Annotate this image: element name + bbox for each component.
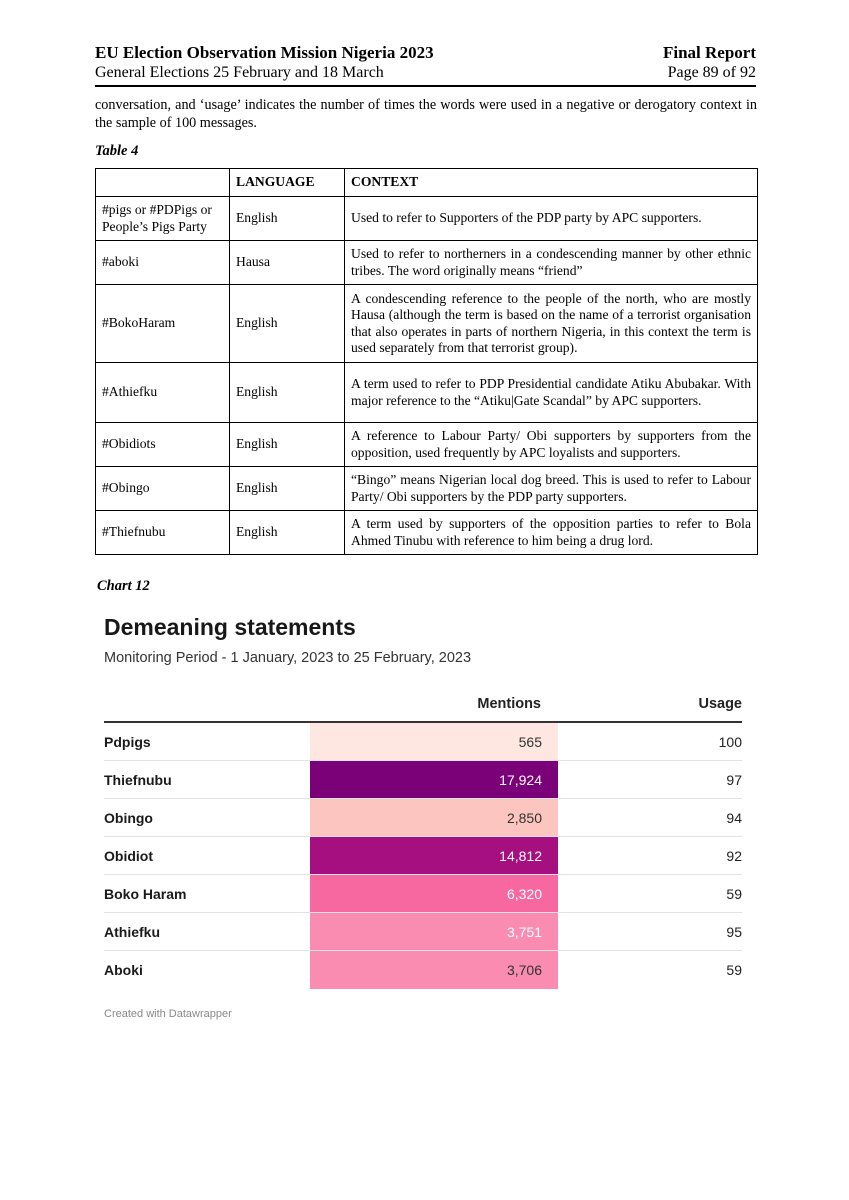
- table-header-row: [96, 169, 758, 197]
- table-row: [96, 511, 758, 555]
- chart-subtitle: Monitoring Period - 1 January, 2023 to 25 February, 2023: [104, 650, 472, 666]
- chart-title: Demeaning statements: [104, 614, 356, 640]
- term-cell: #Thiefnubu: [96, 511, 230, 555]
- term-name: Aboki: [104, 962, 143, 978]
- term-cell: #pigs or #PDPigs or People’s Pigs Party: [96, 197, 230, 241]
- usage-value: 59: [726, 886, 742, 902]
- chart-row: [104, 761, 742, 799]
- context-cell: Used to refer to Supporters of the PDP party by APC supporters.: [345, 197, 758, 241]
- chart-row: [104, 951, 742, 989]
- language-cell: English: [230, 467, 345, 511]
- language-cell: English: [230, 423, 345, 467]
- term-cell: #Athiefku: [96, 363, 230, 423]
- mentions-value: 6,320: [506, 886, 542, 902]
- header-language: LANGUAGE: [230, 169, 345, 197]
- term-name: Athiefku: [104, 924, 160, 940]
- chart-row: [104, 799, 742, 837]
- table-row: [96, 285, 758, 363]
- language-cell: English: [230, 363, 345, 423]
- mentions-value: 3,706: [506, 962, 542, 978]
- mentions-value: 565: [518, 734, 542, 750]
- terms-table: [95, 168, 758, 555]
- chart-row: [104, 723, 742, 761]
- table-row: [96, 241, 758, 285]
- column-header-mentions: Mentions: [477, 696, 541, 712]
- chart-row: [104, 875, 742, 913]
- term-name: Thiefnubu: [104, 772, 172, 788]
- term-name: Pdpigs: [104, 734, 151, 750]
- page-header: [95, 43, 756, 87]
- language-cell: Hausa: [230, 241, 345, 285]
- usage-value: 94: [726, 810, 742, 826]
- context-cell: Used to refer to northerners in a condescending manner by other ethnic tribes. The word originally means “friend”: [345, 241, 758, 285]
- header-context: CONTEXT: [345, 169, 758, 197]
- header-organization: EU Election Observation Mission Nigeria 2023: [95, 43, 434, 62]
- chart-row: [104, 913, 742, 951]
- column-header-usage: Usage: [698, 696, 742, 712]
- mentions-value: 17,924: [499, 772, 542, 788]
- chart-row: [104, 837, 742, 875]
- context-cell: “Bingo” means Nigerian local dog breed. This is used to refer to Labour Party/ Obi supporters by the PDP party supporters.: [345, 467, 758, 511]
- term-cell: #Obingo: [96, 467, 230, 511]
- language-cell: English: [230, 197, 345, 241]
- chart-credit: Created with Datawrapper: [104, 1008, 232, 1020]
- context-cell: A reference to Labour Party/ Obi supporters by supporters from the opposition, used frequently by APC loyalists and supporters.: [345, 423, 758, 467]
- intro-paragraph: conversation, and ‘usage’ indicates the number of times the words were used in a negative or derogatory context in the sample of 100 messages.: [95, 97, 757, 131]
- term-cell: #aboki: [96, 241, 230, 285]
- header-term: [96, 169, 230, 197]
- usage-value: 100: [718, 734, 742, 750]
- table-caption: Table 4: [95, 143, 139, 159]
- context-cell: A term used by supporters of the opposition parties to refer to Bola Ahmed Tinubu with reference to him being a drug lord.: [345, 511, 758, 555]
- header-report-title: Final Report: [662, 43, 756, 62]
- term-cell: #BokoHaram: [96, 285, 230, 363]
- mentions-value: 2,850: [506, 810, 542, 826]
- table-row: [96, 363, 758, 423]
- term-name: Boko Haram: [104, 886, 187, 902]
- header-page-number: Page 89 of 92: [667, 64, 756, 81]
- table-row: [96, 467, 758, 511]
- context-cell: A term used to refer to PDP Presidential candidate Atiku Abubakar. With major reference to the “Atiku|Gate Scandal” by APC supporters.: [345, 363, 758, 423]
- term-cell: #Obidiots: [96, 423, 230, 467]
- usage-value: 95: [726, 924, 742, 940]
- mentions-value: 3,751: [506, 924, 542, 940]
- table-row: [96, 423, 758, 467]
- term-name: Obidiot: [104, 848, 153, 864]
- usage-value: 97: [726, 772, 742, 788]
- header-elections: General Elections 25 February and 18 March: [95, 64, 384, 81]
- mentions-value: 14,812: [499, 848, 542, 864]
- language-cell: English: [230, 285, 345, 363]
- context-cell: A condescending reference to the people of the north, who are mostly Hausa (although the term is based on the name of a terrorist organisation that also operates in parts of northern Nigeria, in this context the term is used separately from that terrorist group).: [345, 285, 758, 363]
- language-cell: English: [230, 511, 345, 555]
- term-name: Obingo: [104, 810, 153, 826]
- chart-caption: Chart 12: [97, 578, 150, 594]
- usage-value: 59: [726, 962, 742, 978]
- usage-value: 92: [726, 848, 742, 864]
- table-row: [96, 197, 758, 241]
